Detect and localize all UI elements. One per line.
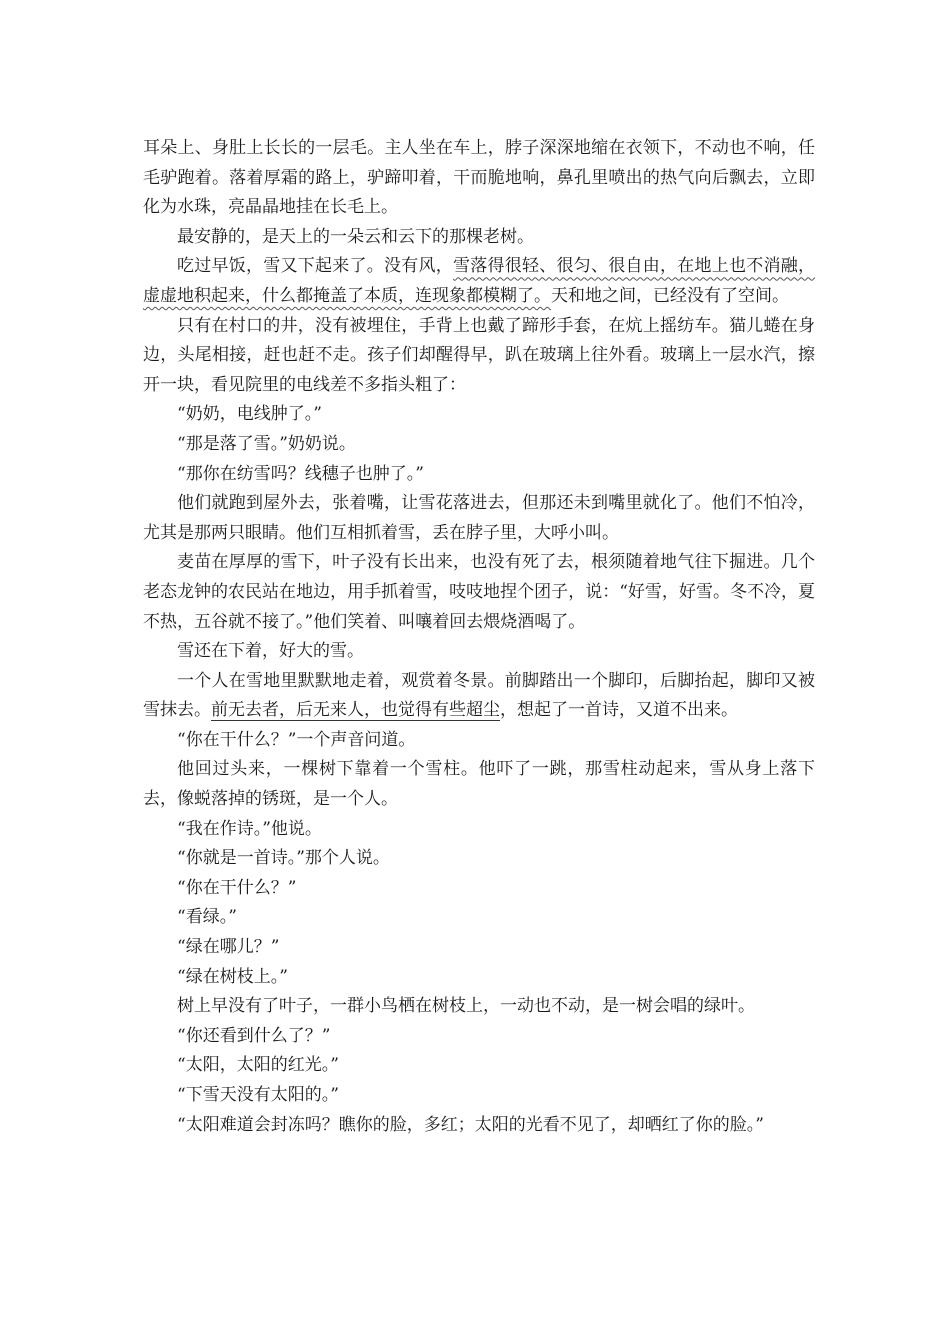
paragraph xyxy=(143,460,815,490)
paragraph xyxy=(143,992,815,1022)
paragraph-text: ，想起了一首诗，又道不出来。 xyxy=(500,700,738,721)
paragraph-text: “那是落了雪。”奶奶说。 xyxy=(177,433,356,454)
paragraph xyxy=(143,726,815,756)
paragraph xyxy=(143,637,815,667)
paragraph-text: 只有在村口的井，没有被埋住，手背上也戴了蹄形手套，在炕上摇纺车。猫儿蜷在身边，头尾相接，赶也赶不走。孩子们却醒得早，趴在玻璃上往外看。玻璃上一层水汽，擦开一块，看见院里的电线差不多指头粗了： xyxy=(143,315,815,395)
paragraph xyxy=(143,755,815,814)
paragraph xyxy=(143,963,815,993)
paragraph-text: “绿在哪儿？” xyxy=(177,937,280,958)
paragraph-text: 最安静的，是天上的一朵云和云下的那棵老树。 xyxy=(177,226,534,247)
underlined-text: 前无去者，后无来人，也觉得有些超尘 xyxy=(211,700,500,721)
wavy-underlined-text: 雪落得很轻、很匀、很自由，在地上也不消融，虚虚地积起来，什么都掩盖了本质，连现象都模糊了。 xyxy=(143,256,815,306)
paragraph-text: “你在干什么？”一个声音问道。 xyxy=(177,729,416,750)
paragraph xyxy=(143,548,815,637)
paragraph-text: “你在干什么？” xyxy=(177,877,297,898)
paragraph-text: “我在作诗。”他说。 xyxy=(177,818,322,839)
paragraph-text: 耳朵上、身肚上长长的一层毛。主人坐在车上，脖子深深地缩在衣领下，不动也不响，任毛驴跑着。落着厚霜的路上，驴蹄叩着，干而脆地响，鼻孔里喷出的热气向后飘去，立即化为水珠，亮晶晶地挂在长毛上。 xyxy=(143,138,815,218)
paragraph xyxy=(143,1081,815,1111)
paragraph xyxy=(143,312,815,401)
paragraph-text: “下雪天没有太阳的。” xyxy=(177,1085,339,1105)
paragraph xyxy=(143,1022,815,1052)
paragraph-text: “那你在纺雪吗？线穗子也肿了。” xyxy=(177,463,424,484)
paragraph-text: “你就是一首诗。”那个人说。 xyxy=(177,848,390,869)
paragraph xyxy=(143,815,815,845)
paragraph xyxy=(143,400,815,430)
paragraph xyxy=(143,430,815,460)
paragraph xyxy=(143,667,815,726)
article-body xyxy=(143,134,815,1140)
paragraph xyxy=(143,844,815,874)
paragraph-text: 他们就跑到屋外去，张着嘴，让雪花落进去，但那还未到嘴里就化了。他们不怕冷，尤其是那两只眼睛。他们互相抓着雪，丢在脖子里，大呼小叫。 xyxy=(143,493,815,543)
paragraph xyxy=(143,134,815,223)
paragraph xyxy=(143,252,815,311)
paragraph-text: “绿在树枝上。” xyxy=(177,966,288,987)
paragraph xyxy=(143,223,815,253)
paragraph-text: 树上早没有了叶子，一群小鸟栖在树枝上，一动也不动，是一树会唱的绿叶。 xyxy=(177,996,755,1017)
paragraph-text: 天和地之间，已经没有了空间。 xyxy=(551,285,789,306)
paragraph xyxy=(143,489,815,548)
paragraph-text: “看绿。” xyxy=(177,907,237,928)
paragraph-text: 麦苗在厚厚的雪下，叶子没有长出来，也没有死了去，根须随着地气往下掘进。几个老态龙钟的农民站在地边，用手抓着雪，吱吱地捏个团子，说：“好雪，好雪。冬不冷，夏不热，五谷就不接了。”他们笑着、叫嚷着回去煨烧酒喝了。 xyxy=(143,552,815,632)
paragraph xyxy=(143,874,815,904)
paragraph-text: “太阳难道会封冻吗？瞧你的脸，多红；太阳的光看不见了，却晒红了你的脸。” xyxy=(177,1114,764,1135)
paragraph xyxy=(143,1051,815,1081)
paragraph-text: 他回过头来，一棵树下靠着一个雪柱。他吓了一跳，那雪柱动起来，雪从身上落下去，像蜕落掉的锈斑，是一个人。 xyxy=(143,759,815,810)
paragraph-text: 一个人在雪地里默默地走着，观赏着冬景。前脚踏出一个脚印，后脚抬起，脚印又被雪抹去。 xyxy=(143,670,815,721)
paragraph-text: “你还看到什么了？” xyxy=(177,1025,331,1046)
paragraph-text: “奶奶，电线肿了。” xyxy=(177,404,322,425)
paragraph xyxy=(143,903,815,933)
paragraph-text: 雪还在下着，好大的雪。 xyxy=(177,641,364,662)
paragraph xyxy=(143,933,815,963)
paragraph xyxy=(143,1111,815,1141)
paragraph-text: 吃过早饭，雪又下起来了。没有风， xyxy=(177,256,453,277)
paragraph-text: “太阳，太阳的红光。” xyxy=(177,1055,339,1076)
